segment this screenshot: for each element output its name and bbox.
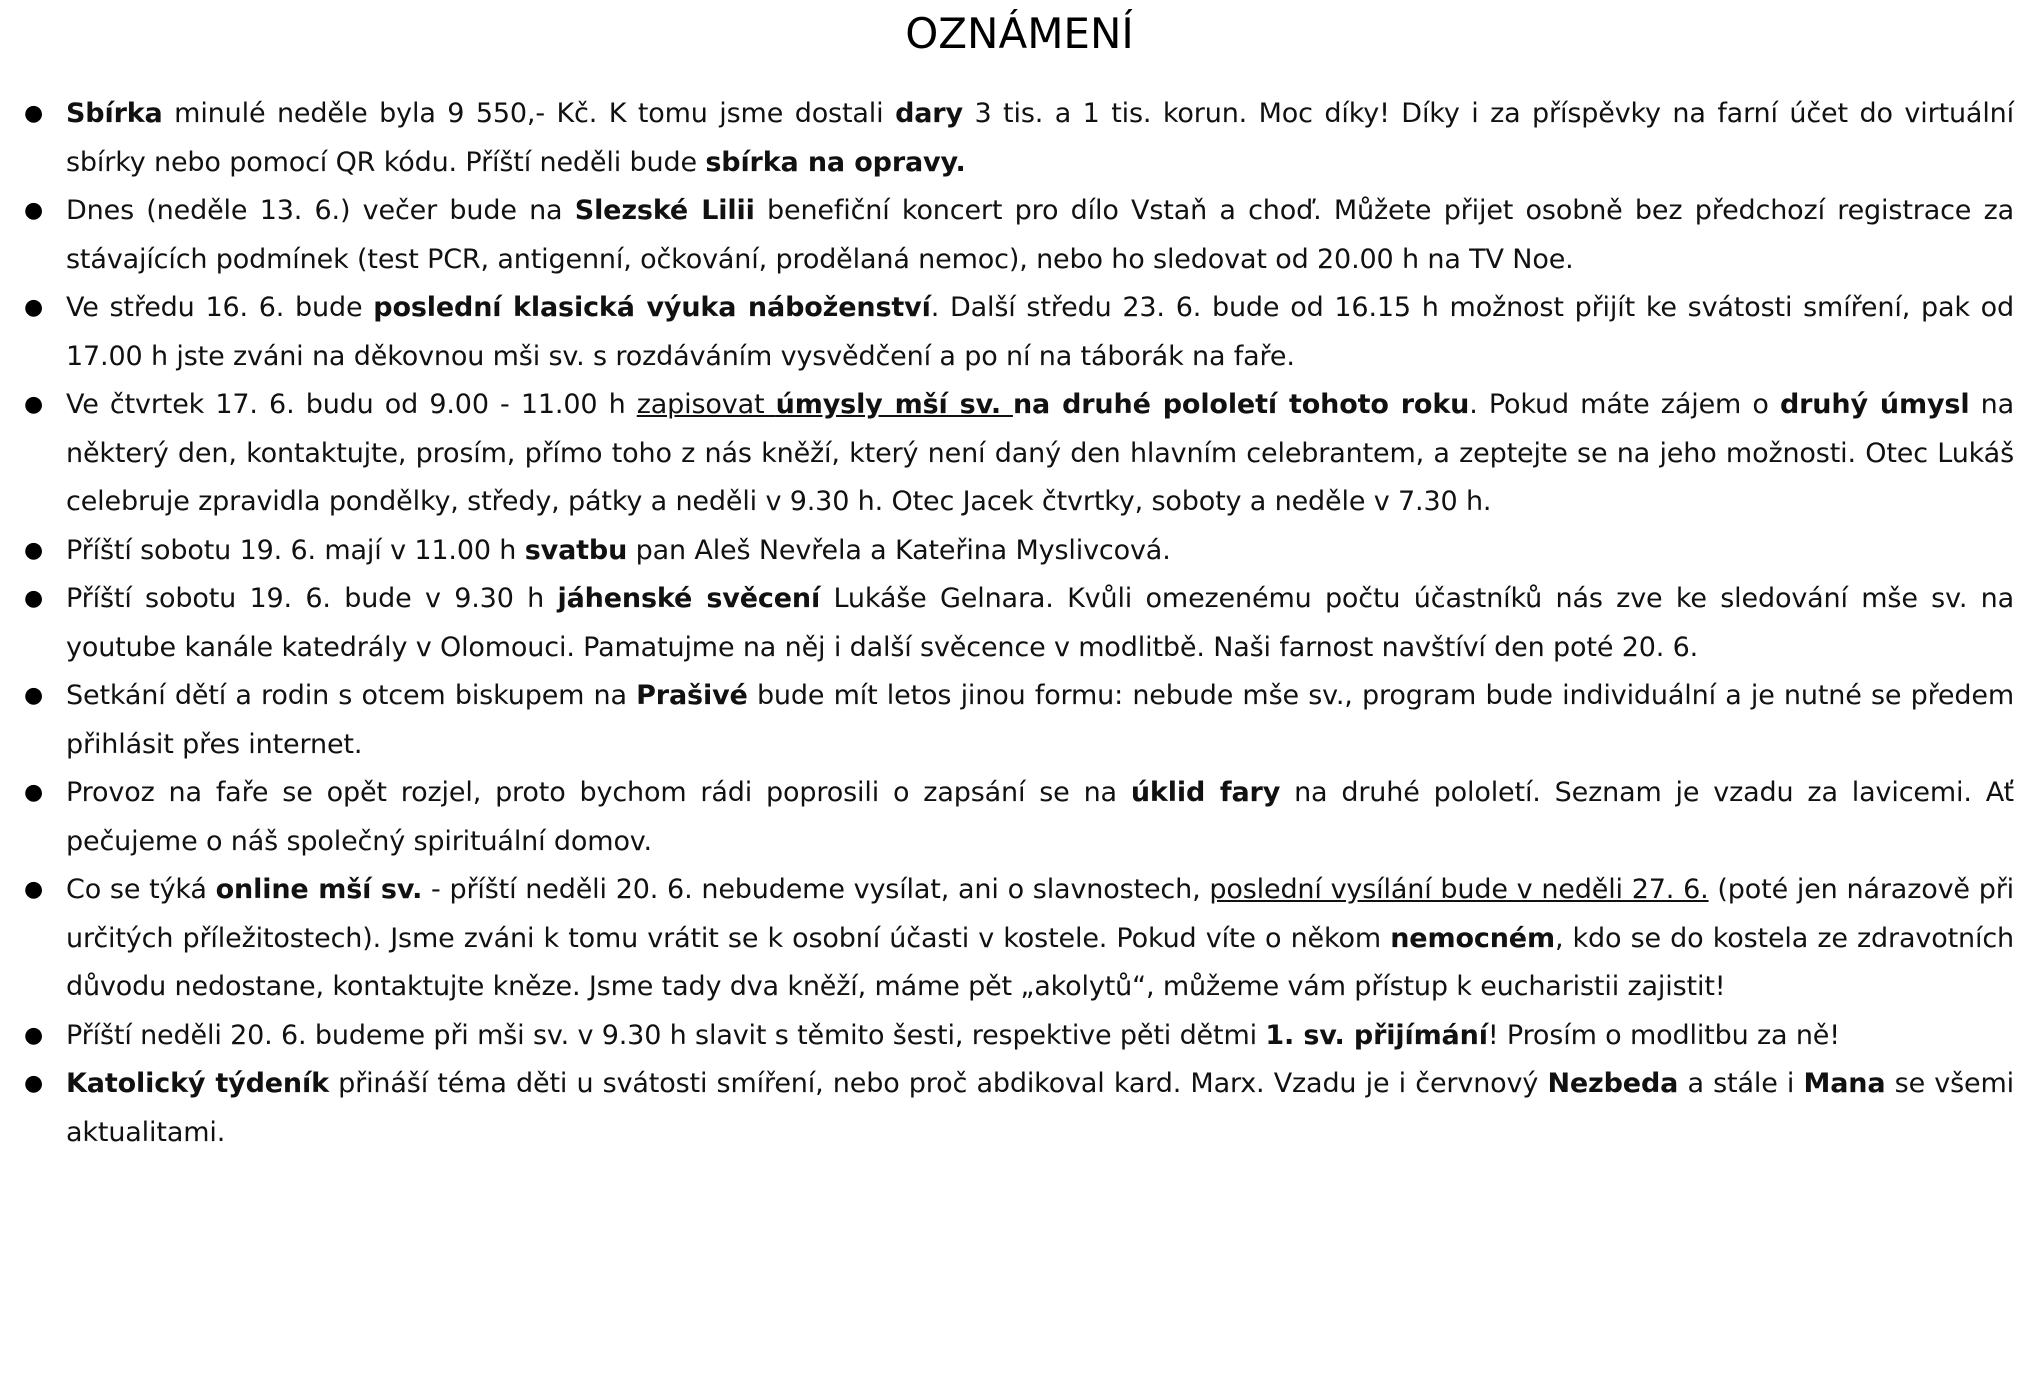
text: a stále i (1678, 1068, 1804, 1099)
text-underlined: zapisovat (636, 389, 776, 420)
text-bold-underlined: úmysly mší sv. (775, 389, 1013, 420)
announcement-item-ordination (24, 575, 2014, 672)
text: na některý den, kontaktujte, prosím, přímo toho z nás kněží, který není daný den hlavním celebrantem, a zeptejte se na jeho možnosti. Otec Lukáš celebruje zpravidla pondělky, středy, pátky a neděli v 9.30 h. Otec Jacek čtvrtky, soboty a neděle v 7.30 h. (66, 389, 2014, 517)
text-bold: Mana (1803, 1068, 1886, 1099)
text-bold: dary (895, 98, 963, 129)
text: Příští sobotu 19. 6. bude v 9.30 h (66, 583, 558, 614)
announcement-item-mass-intentions (24, 381, 2014, 527)
text-bold: Nezbeda (1547, 1068, 1679, 1099)
text: Ve středu 16. 6. bude (66, 292, 374, 323)
text-bold: poslední klasická výuka náboženství (373, 292, 931, 323)
bullet-icon: ● (24, 586, 44, 611)
text-bold: Slezské Lilii (574, 195, 755, 226)
text-bold: online mší sv. (215, 874, 423, 905)
announcement-item-concert (24, 187, 2014, 284)
text-bold: sbírka na opravy. (705, 146, 966, 178)
bullet-icon: ● (24, 101, 44, 126)
text: se všemi aktualitami. (66, 1068, 2015, 1148)
bullet-icon: ● (24, 683, 44, 708)
text-bold: Sbírka (66, 98, 163, 129)
text-bold: Prašivé (636, 680, 748, 711)
announcement-item-press (24, 1060, 2014, 1157)
announcement-item-collection (24, 90, 2014, 187)
text-bold: druhý úmysl (1779, 389, 1970, 420)
text: Co se týká (66, 874, 216, 905)
text: Setkání dětí a rodin s otcem biskupem na (66, 680, 637, 711)
text: Lukáše Gelnara. Kvůli omezenému počtu účastníků nás zve ke sledování mše sv. na youtube kanále katedrály v Olomouci. Pamatujme na něj i další svěcence v modlitbě. Naši farnost navštíví den poté 20. 6. (66, 583, 2015, 663)
text: - příští neděli 20. 6. nebudeme vysílat, ani o slavnostech, (422, 874, 1210, 905)
announcement-item-wedding (24, 527, 2014, 576)
text: Příští sobotu 19. 6. mají v 11.00 h (66, 534, 525, 566)
text: benefiční koncert pro dílo Vstaň a choď. Můžete přijet osobně bez předchozí registrace za stávajících podmínek (test PCR, antigenní, očkování, prodělaná nemoc), nebo ho sledovat od 20.00 h na TV Noe. (66, 195, 2014, 275)
bullet-icon: ● (24, 877, 44, 902)
text-bold: svatbu (524, 534, 628, 566)
announcement-list (24, 90, 2014, 1157)
announcement-item-first-communion (24, 1012, 2014, 1061)
text-bold: úklid fary (1130, 777, 1281, 808)
bullet-icon: ● (24, 537, 44, 563)
text-bold: Katolický týdeník (66, 1068, 329, 1099)
text: . Další středu 23. 6. bude od 16.15 h možnost přijít ke svátosti smíření, pak od 17.00 h jste zváni na děkovnou mši sv. s rozdáváním vysvědčení a po ní na táborák na faře. (66, 292, 2015, 372)
text: Provoz na faře se opět rozjel, proto bychom rádi poprosili o zapsání se na (66, 777, 1131, 808)
announcement-item-prasiva (24, 672, 2014, 769)
text: ! Prosím o modlitbu za ně! (1487, 1019, 1840, 1051)
text: minulé neděle byla 9 550,- Kč. K tomu jsme dostali (162, 98, 896, 129)
announcement-item-religion-class (24, 284, 2014, 381)
bullet-icon: ● (24, 1022, 44, 1048)
bullet-icon: ● (24, 198, 44, 223)
bullet-icon: ● (24, 1071, 44, 1096)
text: 3 tis. a 1 tis. korun. Moc díky! Díky i za příspěvky na farní účet do virtuální sbírky nebo pomocí QR kódu. Příští neděli bude (66, 98, 2014, 178)
text: , kdo se do kostela ze zdravotních důvodu nedostane, kontaktujte kněze. Jsme tady dva kněží, máme pět „akolytů“, můžeme vám přístup k eucharistii zajistit! (66, 922, 2014, 1002)
text: Dnes (neděle 13. 6.) večer bude na (66, 195, 575, 226)
text: (poté jen nárazově při určitých příležitostech). Jsme zváni k tomu vrátit se k osobní účasti v kostele. Pokud víte o někom (66, 874, 2015, 954)
text: bude mít letos jinou formu: nebude mše sv., program bude individuální a je nutné se předem přihlásit přes internet. (66, 680, 2014, 760)
text: . Pokud máte zájem o (1469, 389, 1780, 420)
text-bold: jáhenské svěcení (557, 583, 821, 614)
text: pan Aleš Nevřela a Kateřina Myslivcová. (627, 534, 1171, 566)
text-bold: 1. sv. přijímání (1265, 1019, 1488, 1051)
text: Příští neděli 20. 6. budeme při mši sv. v 9.30 h slavit s těmito šesti, respektive pěti dětmi (66, 1019, 1266, 1051)
text: na druhé pololetí. Seznam je vzadu za lavicemi. Ať pečujeme o náš společný spirituální domov. (66, 777, 2014, 857)
text: přináší téma děti u svátosti smíření, nebo proč abdikoval kard. Marx. Vzadu je i červnový (328, 1068, 1548, 1099)
bullet-icon: ● (24, 295, 44, 320)
text-underlined: poslední vysílání bude v neděli 27. 6. (1209, 874, 1709, 905)
text-bold: na druhé pololetí tohoto roku (1012, 389, 1470, 420)
bullet-icon: ● (24, 780, 44, 805)
bullet-icon: ● (24, 392, 44, 417)
announcement-item-cleaning (24, 769, 2014, 866)
text: Ve čtvrtek 17. 6. budu od 9.00 - 11.00 h (66, 389, 637, 420)
page-title: OZNÁMENÍ (905, 9, 1134, 58)
text-bold: nemocném (1390, 922, 1555, 954)
announcement-item-online-mass (24, 866, 2014, 1012)
